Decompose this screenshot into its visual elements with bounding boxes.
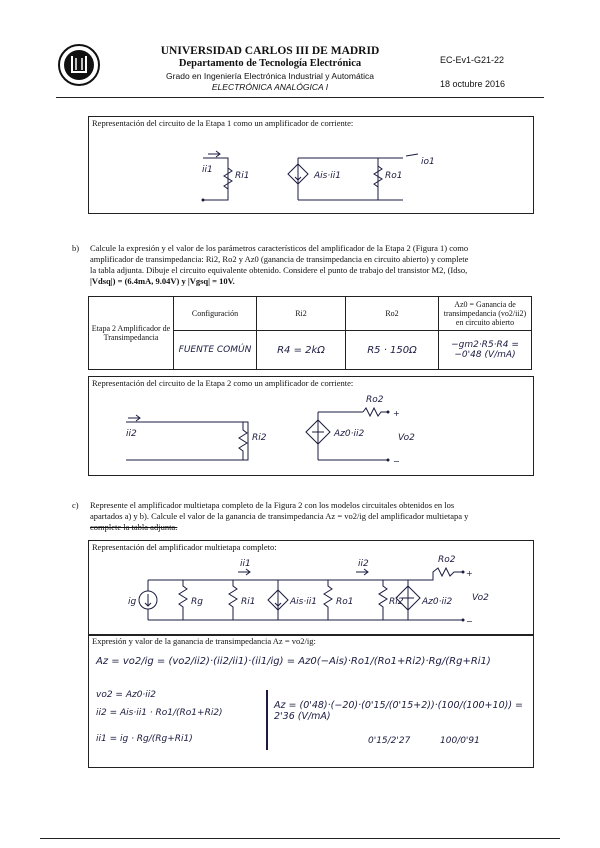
footer-divider	[40, 838, 560, 839]
gain-equation-main: Az = vo2/ig = (vo2/ii2)·(ii2/ii1)·(ii1/ig) = Az0(−Ais)·Ro1/(Ro1+Ri2)·Rg/(Rg+Ri1)	[96, 656, 491, 667]
table-value-az0: −gm2·R5·R4 = −0'48 (V/mA)	[439, 331, 532, 370]
stage1-ii1-label: ii1	[202, 165, 213, 175]
section-b-line-2: amplificador de transimpedancia: Ri2, Ro2 y Az0 (ganancia de transimpedancia en circuito abierto) y complete	[90, 254, 469, 264]
gain-equation-ii1: ii1 = ig · Rg/(Rg+Ri1)	[96, 734, 193, 744]
section-c-line-2: apartados a) y b). Calcule el valor de la ganancia de transimpedancia Az = vo2/ig del amplificador multietapa y	[90, 511, 469, 521]
stage2-ro2-label: Ro2	[366, 395, 384, 405]
stage2-ii2-label: ii2	[126, 429, 137, 439]
section-c-line-1: Represente el amplificador multietapa completo de la Figura 2 con los modelos circuitales obtenidos en los	[90, 500, 455, 510]
stage1-circuit-diagram	[88, 116, 532, 212]
course-name: ELECTRÓNICA ANALÓGICA I	[211, 82, 329, 92]
multistage-ri1-label: Ri1	[241, 597, 256, 607]
exam-code: EC-Ev1-G21-22	[440, 55, 505, 65]
section-b-line-4: |Vdsq|) = (6.4mA, 9.04V) y |Vgsq| = 10V.	[90, 276, 235, 286]
stage2-source-label: Az0·ii2	[334, 429, 365, 439]
section-b-line-1: Calcule la expresión y el valor de los parámetros característicos del amplificador de la Etapa 2 (Figura 1) como	[90, 243, 469, 253]
table-header-ro2: Ro2	[346, 297, 439, 331]
stage1-box-title: Representación del circuito de la Etapa 1 como un amplificador de corriente:	[92, 118, 354, 128]
university-logo	[58, 44, 100, 86]
multistage-src2-label: Az0·ii2	[422, 597, 453, 607]
section-b-letter: b)	[72, 243, 80, 253]
multistage-ro1-label: Ro1	[336, 597, 354, 607]
multistage-circuit-diagram	[88, 540, 532, 634]
stage2-vo2-label: Vo2	[398, 433, 415, 443]
multistage-ro2-label: Ro2	[438, 555, 456, 565]
multistage-ig-label: ig	[128, 597, 137, 607]
table-header-ri2: Ri2	[257, 297, 346, 331]
stage2-parameter-table	[88, 296, 532, 370]
table-value-ro2: R5 · 150Ω	[346, 331, 439, 370]
stage2-box-title: Representación del circuito de la Etapa 2 como un amplificador de corriente:	[92, 378, 354, 388]
svg-text:−: −	[466, 617, 473, 626]
gain-fraction-a: 0'15/2'27	[368, 736, 411, 746]
section-c-letter: c)	[72, 500, 79, 510]
degree-name: Grado en Ingeniería Electrónica Industrial y Automática	[166, 71, 374, 81]
table-value-config: FUENTE COMÚN	[174, 331, 257, 370]
table-row-label: Etapa 2 Amplificador de Transimpedancia	[89, 297, 174, 370]
multistage-box-title: Representación del amplificador multietapa completo:	[92, 542, 277, 552]
svg-text:−: −	[393, 457, 400, 466]
multistage-rg-label: Rg	[191, 597, 203, 607]
gain-fraction-b: 100/0'91	[440, 736, 480, 746]
stage2-ri2-label: Ri2	[252, 433, 267, 443]
gain-equation-vo2: vo2 = Az0·ii2	[96, 690, 157, 700]
stage2-circuit-diagram	[88, 376, 532, 474]
section-c-line-3: complete la tabla adjunta.	[90, 522, 178, 532]
multistage-ii1-label: ii1	[240, 559, 251, 569]
table-header-config: Configuración	[174, 297, 257, 331]
multistage-vo2-label: Vo2	[472, 593, 489, 603]
svg-text:+: +	[466, 569, 473, 578]
gain-equation-result: Az = (0'48)·(−20)·(0'15/(0'15+2))·(100/(100+10)) = 2'36 (V/mA)	[274, 700, 523, 722]
table-value-ri2: R4 = 2kΩ	[257, 331, 346, 370]
gain-equation-ii2: ii2 = Ais·ii1 · Ro1/(Ro1+Ri2)	[96, 708, 223, 718]
multistage-src1-label: Ais·ii1	[290, 597, 317, 607]
exam-date: 18 octubre 2016	[440, 79, 506, 89]
stage1-ri1-label: Ri1	[235, 171, 250, 181]
gain-equation-divider	[266, 690, 268, 750]
stage1-source-label: Ais·ii1	[314, 171, 341, 181]
section-b-line-3: la tabla adjunta. Dibuje el circuito equivalente obtenido. Considere el punto de trabajo del transistor M2, (Idso,	[90, 265, 468, 275]
department-name: Departamento de Tecnología Electrónica	[178, 58, 362, 69]
multistage-ri2-label: Ri2	[389, 597, 404, 607]
gain-expression-title: Expresión y valor de la ganancia de transimpedancia Az = vo2/ig:	[92, 636, 316, 646]
university-name: UNIVERSIDAD CARLOS III DE MADRID	[160, 45, 380, 57]
stage1-ro1-label: Ro1	[385, 171, 403, 181]
multistage-ii2-label: ii2	[358, 559, 369, 569]
stage1-io1-label: io1	[421, 157, 435, 167]
header-divider	[56, 97, 544, 98]
svg-text:+: +	[393, 409, 400, 418]
table-header-az0: Az0 = Ganancia de transimpedancia (vo2/ii2) en circuito abierto	[439, 297, 532, 331]
